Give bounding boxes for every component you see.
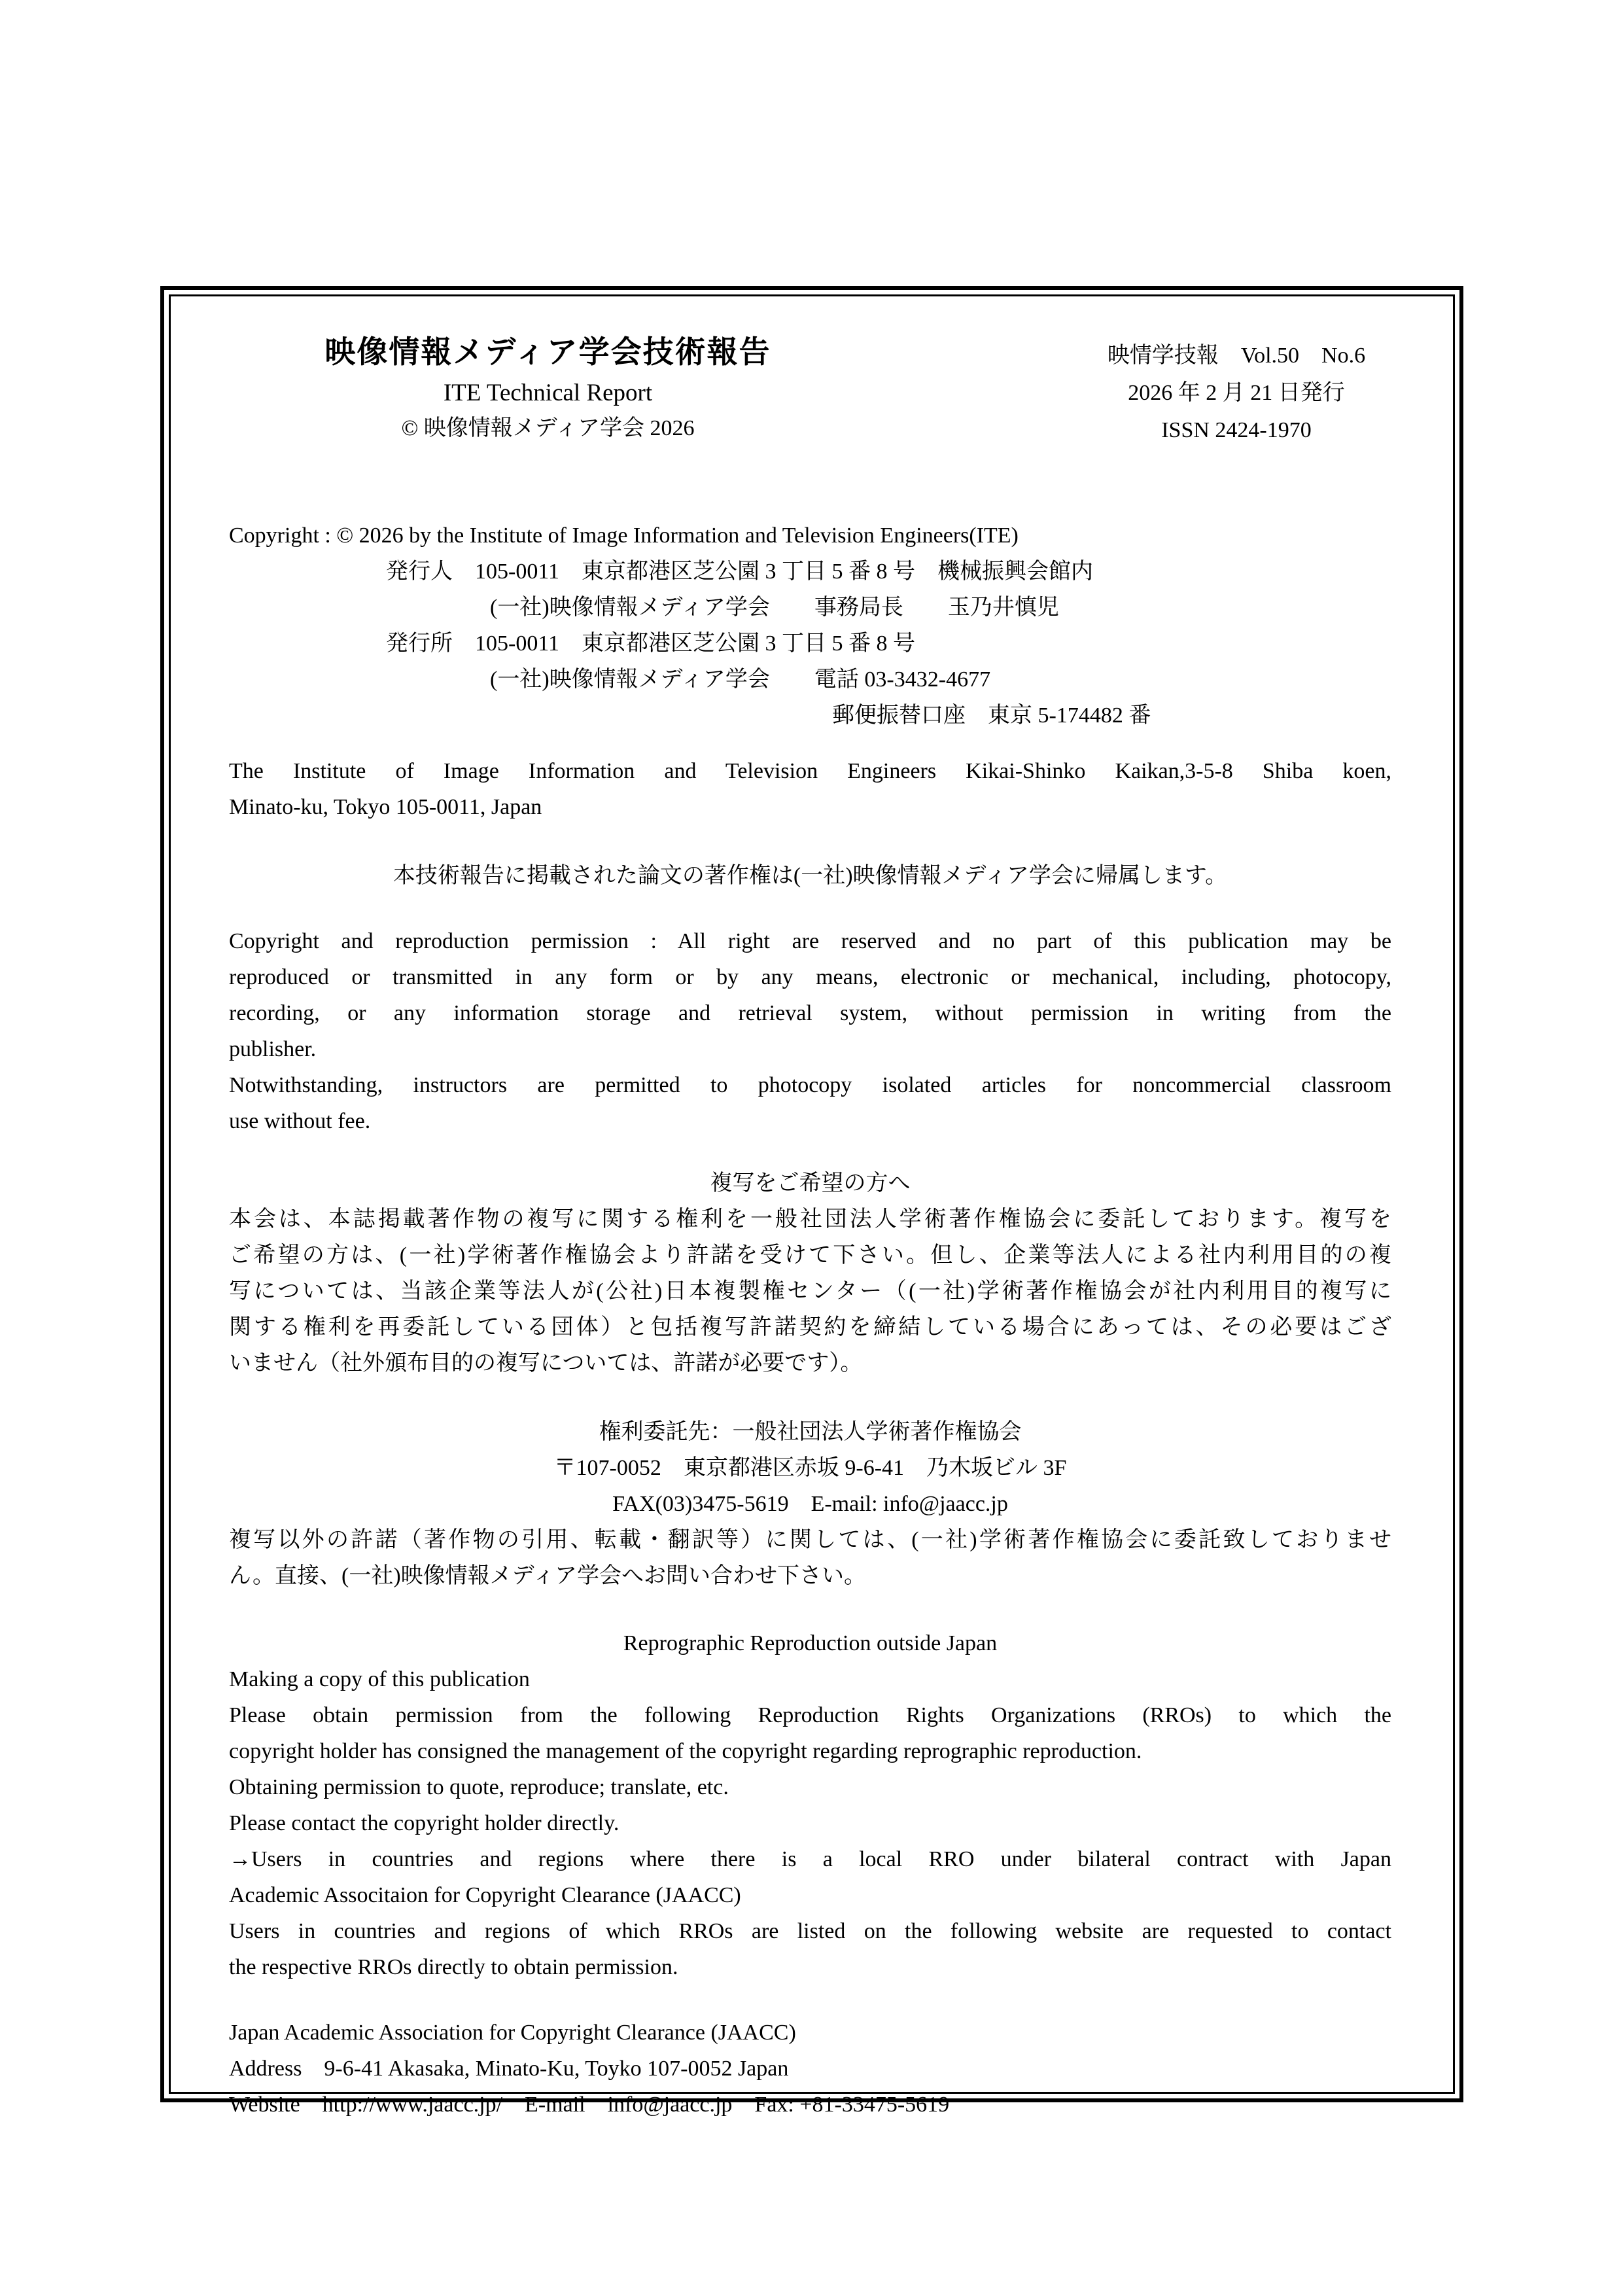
jaacc-name: Japan Academic Association for Copyright Clearance (JAACC) <box>229 2021 796 2045</box>
repro-line-9: the respective RROs directly to obtain permission. <box>229 1955 678 1979</box>
permission-line-1: Copyright and reproduction permission : All right are reserved and no part of this publication may be <box>229 929 1391 953</box>
copy-request-heading: 複写をご希望の方へ <box>710 1171 911 1195</box>
jaacc-contact: Website http://www.jaacc.jp/ E-mail info@jaacc.jp Fax: +81-33475-5619 <box>229 2093 950 2117</box>
issue-volume: 映情学技報 Vol.50 No.6 <box>1107 344 1366 368</box>
masthead-left <box>229 334 867 442</box>
other-permission <box>229 1522 1391 1594</box>
permission-line-4: publisher. <box>229 1037 317 1061</box>
agency-info <box>229 1414 1391 1522</box>
repro-line-5: Please contact the copyright holder directly. <box>229 1811 620 1835</box>
publisher-phone-line: (一社)映像情報メディア学会 電話 03-3432-4677 <box>490 667 991 692</box>
publisher-secretary-line: (一社)映像情報メディア学会 事務局長 玉乃井慎児 <box>490 595 1059 620</box>
publisher-person-line: 発行人 105-0011 東京都港区芝公園 3 丁目 5 番 8 号 機械振興会館内 <box>386 559 1094 584</box>
repro-line-2: Please obtain permission from the following Reproduction Rights Organizations (RROs) to which the <box>229 1703 1391 1727</box>
postal-account-line: 郵便振替口座 東京 5-174482 番 <box>832 703 1151 728</box>
repro-line-3: copyright holder has consigned the management of the copyright regarding reprographic reproduction. <box>229 1739 1142 1763</box>
rights-ownership-jp: 本技術報告に掲載された論文の著作権は(一社)映像情報メディア学会に帰属します。 <box>393 864 1228 888</box>
issue-issn: ISSN 2424-1970 <box>1161 418 1312 442</box>
jaacc-address: Address 9-6-41 Akasaka, Minato-Ku, Toyko 107-0052 Japan <box>229 2057 789 2081</box>
agency-fax-email: FAX(03)3475-5619 E-mail: info@jaacc.jp <box>612 1492 1008 1516</box>
repro-heading: Reprographic Reproduction outside Japan <box>623 1631 998 1655</box>
other-permission-line-1: 複写以外の許諾（著作物の引用、転載・翻訳等）に関しては、(一社)学術著作権協会に委託致しておりませ <box>229 1528 1391 1552</box>
issue-date: 2026 年 2 月 21 日発行 <box>1128 381 1345 405</box>
repro-line-1: Making a copy of this publication <box>229 1667 530 1691</box>
publisher-info <box>229 518 1391 733</box>
document-inner-frame <box>169 294 1455 2117</box>
permission-line-5: Notwithstanding, instructors are permitted to photocopy isolated articles for noncommercial classroom <box>229 1073 1391 1097</box>
publisher-office-line: 発行所 105-0011 東京都港区芝公園 3 丁目 5 番 8 号 <box>386 631 916 656</box>
repro-body <box>229 1661 1391 1985</box>
copy-request-line-3: 写については、当該企業等法人が(公社)日本複製権センター（(一社)学術著作権協会が社内利用目的複写に <box>229 1279 1391 1303</box>
copy-request-body <box>229 1201 1391 1381</box>
jaacc-info <box>229 2015 1391 2123</box>
copyright-statement-en: Copyright : © 2026 by the Institute of Image Information and Television Engineers(ITE) <box>229 523 1019 548</box>
issue-info <box>1047 337 1426 449</box>
journal-title-jp: 映像情報メディア学会技術報告 <box>324 334 771 369</box>
copy-request-line-1: 本会は、本誌掲載著作物の複写に関する権利を一般社団法人学術著作権協会に委託しております。複写を <box>229 1207 1391 1231</box>
institute-address-line2: Minato-ku, Tokyo 105-0011, Japan <box>229 795 542 819</box>
institute-address-line1: The Institute of Image Information and Television Engineers Kikai-Shinko Kaikan,3-5-8 Shiba koen, <box>229 759 1391 783</box>
repro-line-6: →Users in countries and regions where there is a local RRO under bilateral contract with Japan <box>229 1847 1391 1871</box>
journal-title-en: ITE Technical Report <box>443 380 653 406</box>
permission-notice-en <box>229 923 1391 1139</box>
repro-line-8: Users in countries and regions of which RROs are listed on the following website are requested to contact <box>229 1919 1391 1943</box>
copy-request-line-5: いません（社外頒布目的の複写については、許諾が必要です）。 <box>229 1351 863 1375</box>
journal-copyright-jp: © 映像情報メディア学会 2026 <box>401 416 695 440</box>
institute-address-en <box>229 753 1391 825</box>
agency-name: 権利委託先：一般社団法人学術著作権協会 <box>599 1420 1022 1444</box>
copy-request-line-2: ご希望の方は、(一社)学術著作権協会より許諾を受けて下さい。但し、企業等法人による社内利用目的の複 <box>229 1243 1391 1267</box>
repro-line-4: Obtaining permission to quote, reproduce; translate, etc. <box>229 1775 729 1799</box>
document-frame <box>160 286 1463 2117</box>
copy-request-line-4: 関する権利を再委託している団体）と包括複写許諾契約を締結している場合にあっては、その必要はござ <box>229 1315 1391 1339</box>
permission-line-2: reproduced or transmitted in any form or by any means, electronic or mechanical, including, photocopy, <box>229 965 1391 989</box>
repro-line-7: Academic Associtaion for Copyright Clearance (JAACC) <box>229 1883 741 1907</box>
permission-line-3: recording, or any information storage and retrieval system, without permission in writing from the <box>229 1001 1391 1025</box>
masthead <box>229 334 1391 481</box>
permission-line-6: use without fee. <box>229 1109 371 1133</box>
other-permission-line-2: ん。直接、(一社)映像情報メディア学会へお問い合わせ下さい。 <box>229 1564 866 1588</box>
agency-address: 〒107-0052 東京都港区赤坂 9-6-41 乃木坂ビル 3F <box>553 1456 1067 1480</box>
